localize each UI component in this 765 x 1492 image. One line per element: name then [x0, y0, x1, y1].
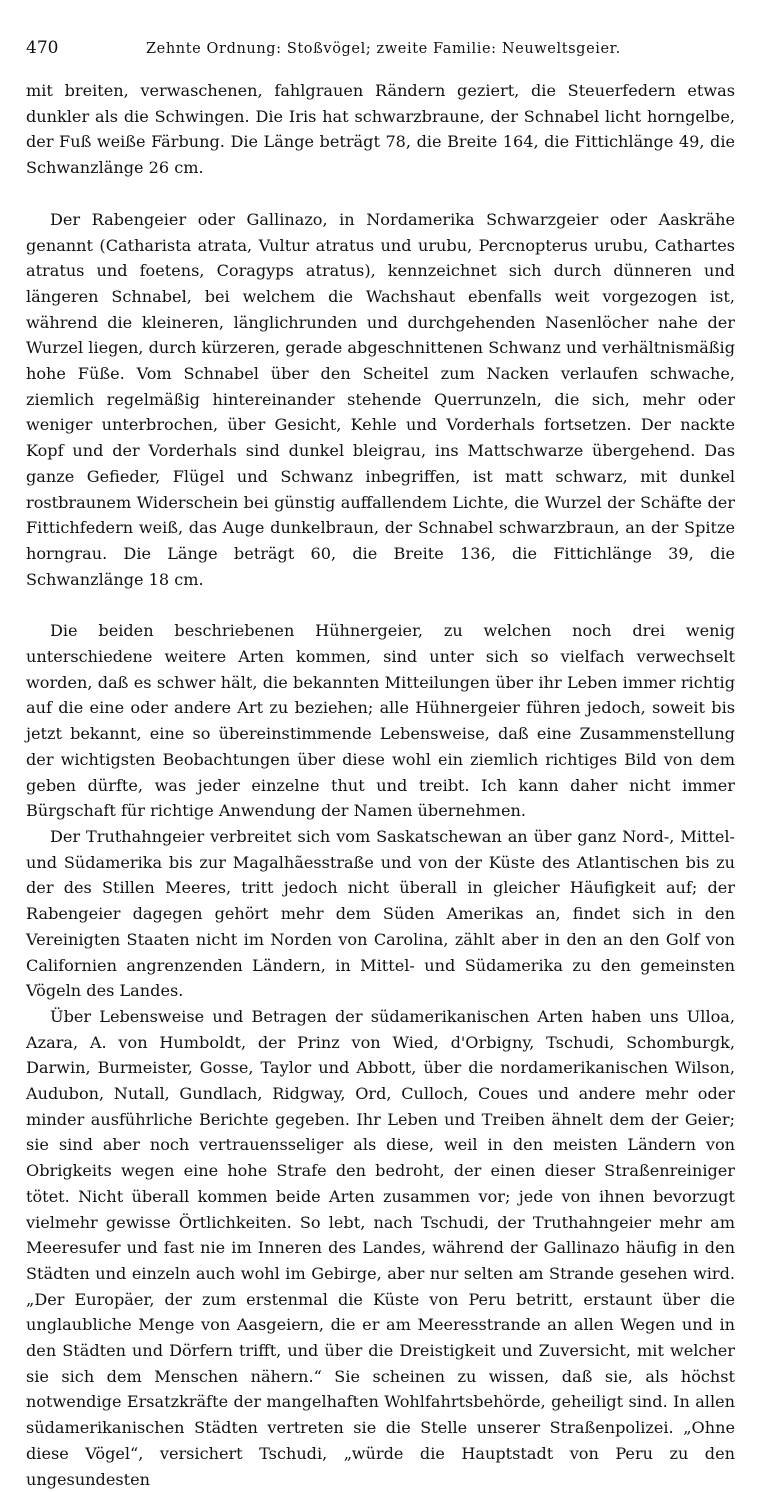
paragraph-huehnergeier: Die beiden beschriebenen Hühnergeier, zu welchen noch drei wenig unterschiedene weitere Arten kommen, sind unter sich so vielfach verwechselt worden, daß es schwer hält, die bekannten Mitteilungen über ihr Leben immer richtig auf die eine oder andere Art zu beziehen; alle Hühnergeier führen jedoch, soweit bis jetzt bekannt, eine so übereinstimmende Lebensweise, daß eine Zusammenstellung der wichtigsten Beobachtungen über diese wohl ein ziemlich richtiges Bild von dem geben dürfte, was jeder einzelne thut und treibt. Ich kann daher nicht immer Bürgschaft für richtige Anwendung der Namen übernehmen.: [26, 621, 735, 821]
paragraph-rabengeier: Der Rabengeier oder Gallinazo, in Nordamerika Schwarzgeier oder Aaskrähe genannt (Catharista atrata, Vultur atratus und urubu, Percnopterus urubu, Cathartes atratus und foetens, Coragyps atratus), kennzeichnet sich durch dünneren und längeren Schnabel, bei welchem die Wachshaut ebenfalls weit vorgezogen ist, während die kleineren, länglichrunden und durchgehenden Nasenlöcher nahe der Wurzel liegen, durch kürzeren, gerade abgeschnittenen Schwanz und verhältnismäßig hohe Füße. Vom Schnabel über den Scheitel zum Nacken verlaufen schwache, ziemlich regelmäßig hintereinander stehende Querrunzeln, die sich, mehr oder weniger unterbrochen, über Gesicht, Kehle und Vorderhals fortsetzen. Der nackte Kopf und der Vorderhals sind dunkel bleigrau, ins Mattschwarze übergehend. Das ganze Gefieder, Flügel und Schwanz inbegriffen, ist matt schwarz, mit dunkel rostbraunem Widerschein bei günstig auffallendem Lichte, die Wurzel der Schäfte der Fittichfedern weiß, das Auge dunkelbraun, der Schnabel schwarzbraun, an der Spitze horngrau. Die Länge beträgt 60, die Breite 136, die Fittichlänge 39, die Schwanzlänge 18 cm.: [26, 209, 735, 589]
paragraph-lebensweise: Über Lebensweise und Betragen der südamerikanischen Arten haben uns Ulloa, Azara, A. von Humboldt, der Prinz von Wied, d'Orbigny, Tschudi, Schomburgk, Darwin, Burmeister, Gosse, Taylor und Abbott, über die nordamerikanischen Wilson, Audubon, Nutall, Gundlach, Ridgway, Ord, Culloch, Coues und andere mehr oder minder ausführliche Berichte gegeben. Ihr Leben und Treiben ähnelt dem der Geier; sie sind aber noch vertrauensseliger als diese, weil in den meisten Ländern von Obrigkeits wegen eine hohe Strafe den bedroht, der einen dieser Straßenreiniger tötet. Nicht überall kommen beide Arten zusammen vor; jede von ihnen bevorzugt vielmehr gewisse Örtlichkeiten. So lebt, nach Tschudi, der Truthahngeier mehr am Meeresufer und fast nie im Inneren des Landes, während der Gallinazo häufig in den Städten und einzeln auch wohl im Gebirge, aber nur selten am Strande gesehen wird. „Der Europäer, der zum erstenmal die Küste von Peru betritt, erstaunt über die unglaubliche Menge von Aasgeiern, die er am Meeresstrande an allen Wegen und in den Städten und Dörfern trifft, und über die Dreistigkeit und Zuversicht, mit welcher sie sich dem Menschen nähern.“ Sie scheinen zu wissen, daß sie, als höchst notwendige Ersatzkräfte der mangelhaften Wohlfahrtsbehörde, geheiligt sind. In allen südamerikanischen Städten vertreten sie die Stelle unserer Straßenpolizei. „Ohne diese Vögel“, versichert Tschudi, „würde die Hauptstadt von Peru zu den ungesundesten: [26, 1006, 735, 1489]
running-head: Zehnte Ordnung: Stoßvögel; zweite Familie: Neuweltsgeier.: [146, 41, 621, 57]
paragraph-continuation: mit breiten, verwaschenen, fahlgrauen Rändern geziert, die Steuerfedern etwas dunkler als die Schwingen. Die Iris hat schwarzbraune, der Schnabel licht horngelbe, der Fuß weiße Färbung. Die Länge beträgt 78, die Breite 164, die Fittichlänge 49, die Schwanzlänge 26 cm.: [26, 81, 735, 178]
page-number: 470: [26, 38, 59, 58]
body-text: [26, 78, 735, 1492]
paragraph-verbreitung: Der Truthahngeier verbreitet sich vom Saskatschewan an über ganz Nord-, Mittel- und Südamerika bis zur Magalhãesstraße und von der Küste des Atlantischen bis zu der des Stillen Meeres, tritt jedoch nicht überall in gleicher Häufigkeit auf; der Rabengeier dagegen gehört mehr dem Süden Amerikas an, findet sich in den Vereinigten Staaten nicht im Norden von Carolina, zählt aber in den an den Golf von Californien angrenzenden Ländern, in Mittel- und Südamerika zu den gemeinsten Vögeln des Landes.: [26, 826, 735, 1001]
page-header: [26, 38, 735, 78]
